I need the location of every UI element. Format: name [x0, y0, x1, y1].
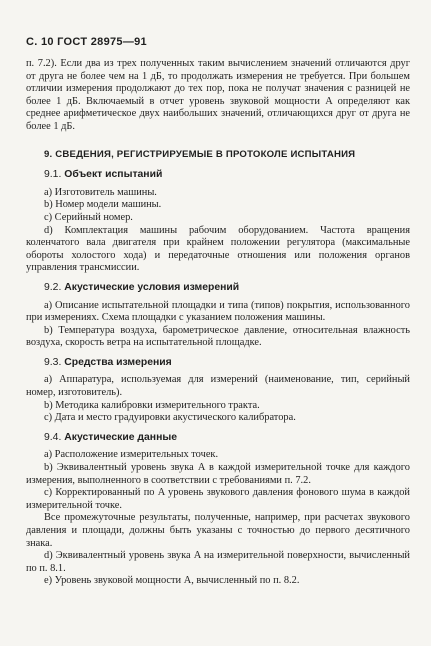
subsection-number: 9.3.: [44, 356, 62, 368]
list-item: b) Номер модели машины.: [44, 199, 162, 211]
subsection-number: 9.2.: [44, 281, 62, 293]
list-item: b) Температура воздуха, барометрическое давление, относительная влажность воздуха, скорость ветра на испытательной площадке.: [26, 324, 410, 349]
subsection-9-1-heading: [44, 169, 410, 182]
list-item: a) Описание испытательной площадки и типа (типов) покрытия, использованного при измерениях. Схема площадки с указанием положения машины.: [26, 299, 410, 324]
list-item: b) Эквивалентный уровень звука A в каждой измерительной точке для каждого измерения, выполненного в соответствии с требованиями п. 7.2.: [26, 462, 410, 486]
subsection-title: Средства измерения: [64, 356, 172, 368]
subsection-title: Акустические условия измерений: [64, 281, 240, 293]
list-item: d) Комплектация машины рабочим оборудованием. Частота вращения коленчатого вала двигателя при крайнем положении регулятора (максимальные обороты холостого хода) и передаточные отношения или положения органов управления трансмиссии.: [26, 224, 410, 274]
page-header: С. 10 ГОСТ 28975—91: [26, 36, 147, 48]
list-item: a) Расположение измерительных точек.: [44, 449, 219, 461]
subsection-title: Объект испытаний: [64, 169, 163, 181]
subsection-number: 9.4.: [44, 431, 62, 443]
subsection-number: 9.1.: [44, 169, 62, 181]
intro-paragraph: п. 7.2). Если два из трех полученных таким вычислением значений отличаются друг от друга не более чем на 1 дБ, то продолжать измерения не требуется. При большем отличии измерения продолжают до тех пор, пока не получат значения с разницей не более 1 дБ. Включаемый в отчет уровень звуковой мощности A определяют как среднее арифметическое двух наибольших значений, отличающихся друг от друга не более 1 дБ.: [26, 58, 410, 132]
subsection-9-3-heading: [44, 357, 410, 370]
subsection-title: Акустические данные: [64, 431, 177, 443]
section-9-heading: 9. СВЕДЕНИЯ, РЕГИСТРИРУЕМЫЕ В ПРОТОКОЛЕ ИСПЫТАНИЯ: [44, 148, 356, 160]
list-item: a) Аппаратура, используемая для измерений (наименование, тип, серийный номер, изготовитель).: [26, 374, 410, 399]
list-item: c) Корректированный по A уровень звукового давления фонового шума в каждой измерительной точке.: [26, 487, 410, 511]
list-item: b) Методика калибровки измерительного тракта.: [44, 399, 260, 411]
page-content: [26, 58, 410, 588]
list-item: d) Эквивалентный уровень звука A на измерительной поверхности, вычисленный по п. 8.1.: [26, 550, 410, 574]
subsection-9-4-heading: [44, 432, 410, 445]
list-item: c) Дата и место градуировки акустического калибратора.: [44, 412, 296, 424]
subsection-9-2-heading: [44, 282, 410, 295]
note-paragraph: Все промежуточные результаты, полученные, например, при расчетах звукового давления и площади, должны быть указаны с точностью до первого десятичного знака.: [26, 512, 410, 549]
list-item: a) Изготовитель машины.: [44, 186, 157, 198]
list-item: e) Уровень звуковой мощности A, вычисленный по п. 8.2.: [44, 575, 300, 587]
list-item: c) Серийный номер.: [44, 211, 133, 223]
